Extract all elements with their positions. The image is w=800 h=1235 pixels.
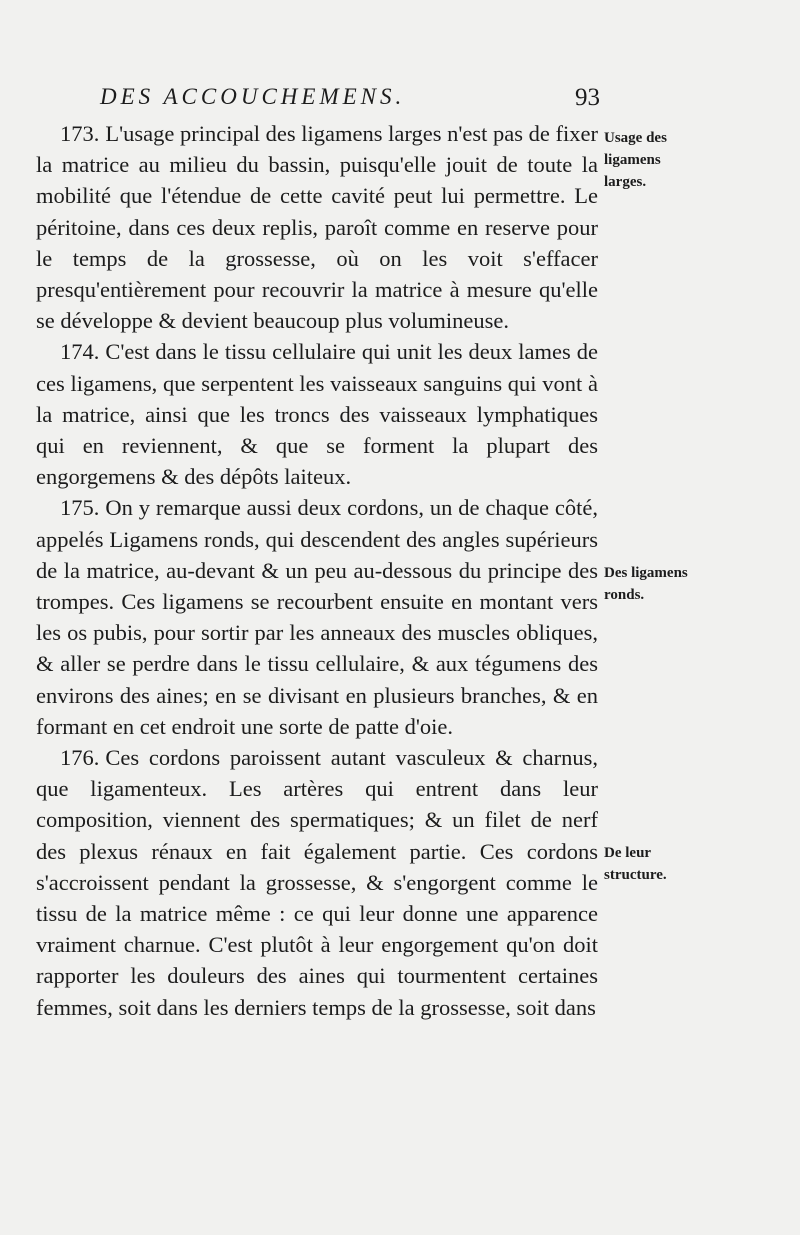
paragraph-173 [36,118,598,336]
margin-note-ligamens-ronds: Des ligamens ronds. [604,565,688,603]
paragraph-175 [36,492,598,742]
margin-note-structure: De leur structure. [604,845,667,883]
paragraph-number: 175. [60,495,100,521]
paragraph-text: Ces cordons paroissent autant vasculeux & charnus, que ligamenteux. Les artères qui entrent dans leur composition, viennent des spermatiques; & un filet de nerf des plexus rénaux en fait également partie. Ces cordons s'accroissent pendant la grossesse, & s'engorgent comme le tissu de la matrice même : ce qui leur donne une apparence vraiment charnue. C'est plutôt à leur engorgement qu'on doit rapporter les douleurs des aines qui tourmentent certaines femmes, soit dans les derniers temps de la grossesse, soit dans [36,745,598,1020]
paragraph-text: C'est dans le tissu cellulaire qui unit les deux lames de ces ligamens, que serpentent les vaisseaux sanguins qui vont à la matrice, ainsi que les troncs des vaisseaux lymphatiques qui en reviennent, & que se forment la plupart des engorgemens & des dépôts laiteux. [36,339,598,490]
paragraph-number: 174. [60,339,100,365]
paragraph-number: 173. [60,121,100,146]
paragraph-176 [36,742,598,1023]
paragraph-number: 176. [60,745,100,771]
paragraph-text: On y remarque aussi deux cordons, un de chaque côté, appelés Ligamens ronds, qui descendent des angles supérieurs de la matrice, au-devant & un peu au-dessous du principe des trompes. Ces ligamens se recourbent ensuite en montant vers les os pubis, pour sortir par les anneaux des muscles obliques, & aller se perdre dans le tissu cellulaire, & aux tégumens des environs des aines; en se divisant en plusieurs branches, & en formant en cet endroit une sorte de patte d'oie. [36,495,598,739]
paragraph-text: L'usage principal des ligamens larges n'est pas de fixer la matrice au milieu du bassin, puisqu'elle jouit de toute la mobilité que l'étendue de cette cavité peut lui permettre. Le péritoine, dans ces deux replis, paroît comme en reserve pour le temps de la grossesse, où on les voit s'effacer presqu'entièrement pour recouvrir la matrice à mesure qu'elle se développe & devient beaucoup plus volumineuse. [36,121,598,334]
margin-note-usage: Usage des ligamens larges. [604,130,667,190]
page-number: 93 [575,84,600,111]
main-text [36,118,598,1023]
running-title: DES ACCOUCHEMENS. [100,84,406,109]
paragraph-174 [36,336,598,492]
running-header [100,84,600,110]
